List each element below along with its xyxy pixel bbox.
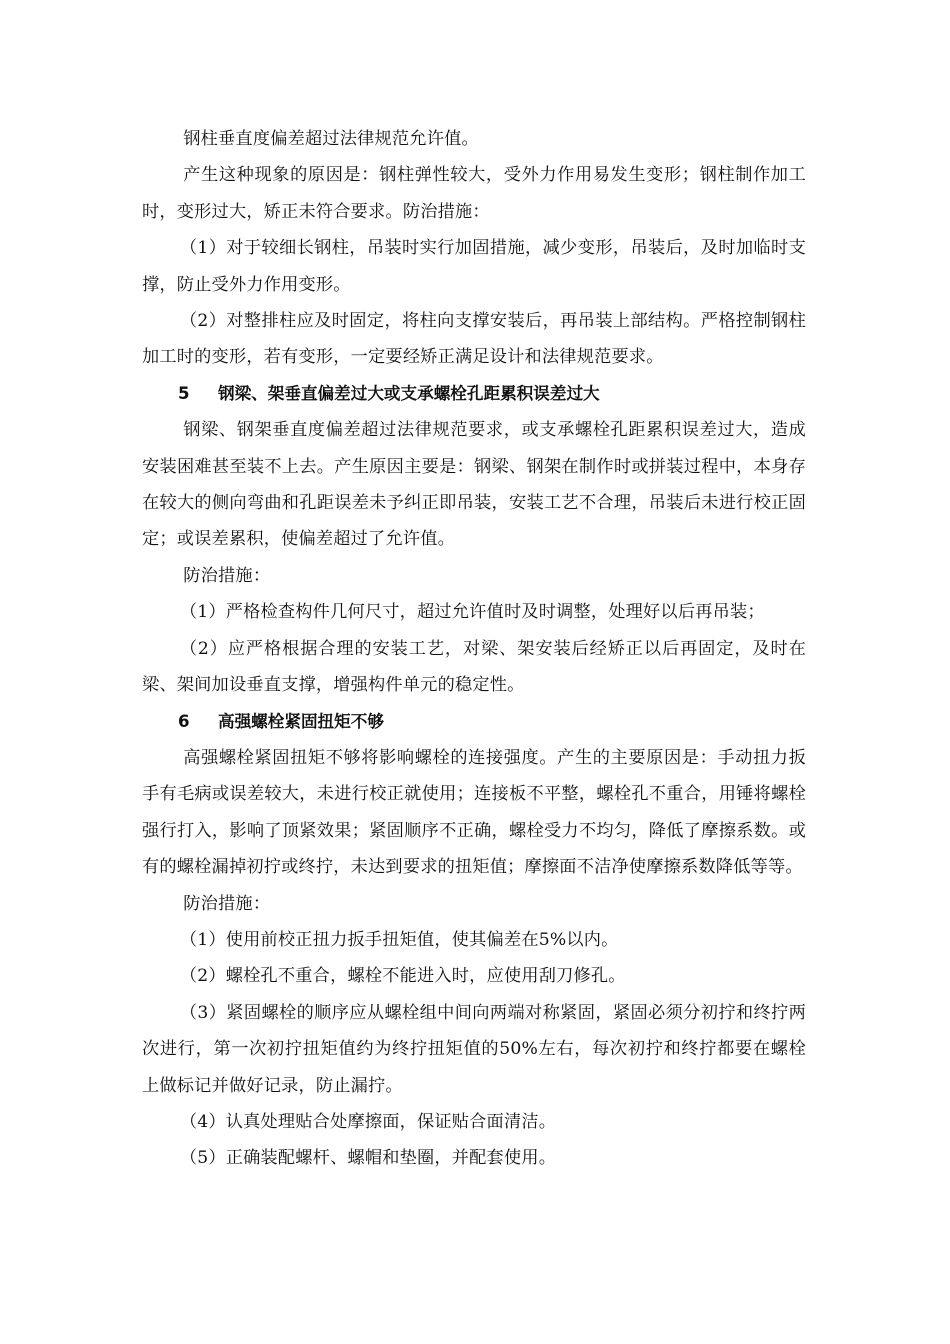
section-number: 5 [178,383,190,403]
paragraph: 防治措施： [183,893,271,914]
list-item: （1）严格检查构件几何尺寸，超过允许值时及时调整，处理好以后再吊装； [179,602,765,623]
list-item: （1）使用前校正扭力扳手扭矩值，使其偏差在5%以内。 [179,929,619,950]
paragraph: 钢柱垂直度偏差超过法律规范允许值。 [183,129,479,149]
list-item: （2）对整排柱应及时固定，将柱向支撑安装后，再吊装上部结构。严格控制钢柱加工时的变形，若有变形，一定要经矫正满足设计和法律规范要求。 [142,311,806,368]
paragraph: 钢梁、钢架垂直度偏差超过法律规范要求，或支承螺栓孔距累积误差过大，造成安装困难甚至装不上去。产生原因主要是：钢梁、钢架在制作时或拼装过程中，本身存在较大的侧向弯曲和孔距误差未予纠正即吊装，安装工艺不合理，吊装后未进行校正固定；或误差累积，使偏差超过了允许值。 [142,420,806,550]
section-number: 6 [178,711,190,731]
section-heading [142,704,806,740]
section-heading [142,376,806,412]
list-item: （2）螺栓孔不重合，螺栓不能进入时，应使用刮刀修孔。 [179,966,626,987]
paragraph: 高强螺栓紧固扭矩不够将影响螺栓的连接强度。产生的主要原因是：手动扭力扳手有毛病或误差较大，未进行校正就使用；连接板不平整，螺栓孔不重合，用锤将螺栓强行打入，影响了顶紧效果；紧固顺序不正确，螺栓受力不均匀，降低了摩擦系数。或有的螺栓漏掉初拧或终拧，未达到要求的扭矩值；摩擦面不洁净使摩擦系数降低等等。 [142,747,806,878]
list-item: （4）认真处理贴合处摩擦面，保证贴合面清洁。 [179,1111,557,1132]
section-title: 钢梁、架垂直偏差过大或支承螺栓孔距累积误差过大 [218,383,600,403]
list-item: （3）紧固螺栓的顺序应从螺栓组中间向两端对称紧固，紧固必须分初拧和终拧两次进行，第一次初拧扭矩值约为终拧扭矩值的50%左右，每次初拧和终拧都要在螺栓上做标记并做好记录，防止漏拧。 [142,1002,806,1096]
list-item: （1）对于较细长钢柱，吊装时实行加固措施，减少变形，吊装后，及时加临时支撑，防止受外力作用变形。 [142,238,806,295]
paragraph: 防治措施： [183,565,271,586]
section-title: 高强螺栓紧固扭矩不够 [218,711,384,731]
list-item: （5）正确装配螺杆、螺帽和垫圈，并配套使用。 [179,1148,557,1169]
paragraph: 产生这种现象的原因是：钢柱弹性较大，受外力作用易发生变形；钢柱制作加工时，变形过大，矫正未符合要求。防治措施： [142,165,806,222]
list-item: （2）应严格根据合理的安装工艺，对梁、架安装后经矫正以后再固定，及时在梁、架间加设垂直支撑，增强构件单元的稳定性。 [142,638,806,696]
document-body [142,121,806,1177]
